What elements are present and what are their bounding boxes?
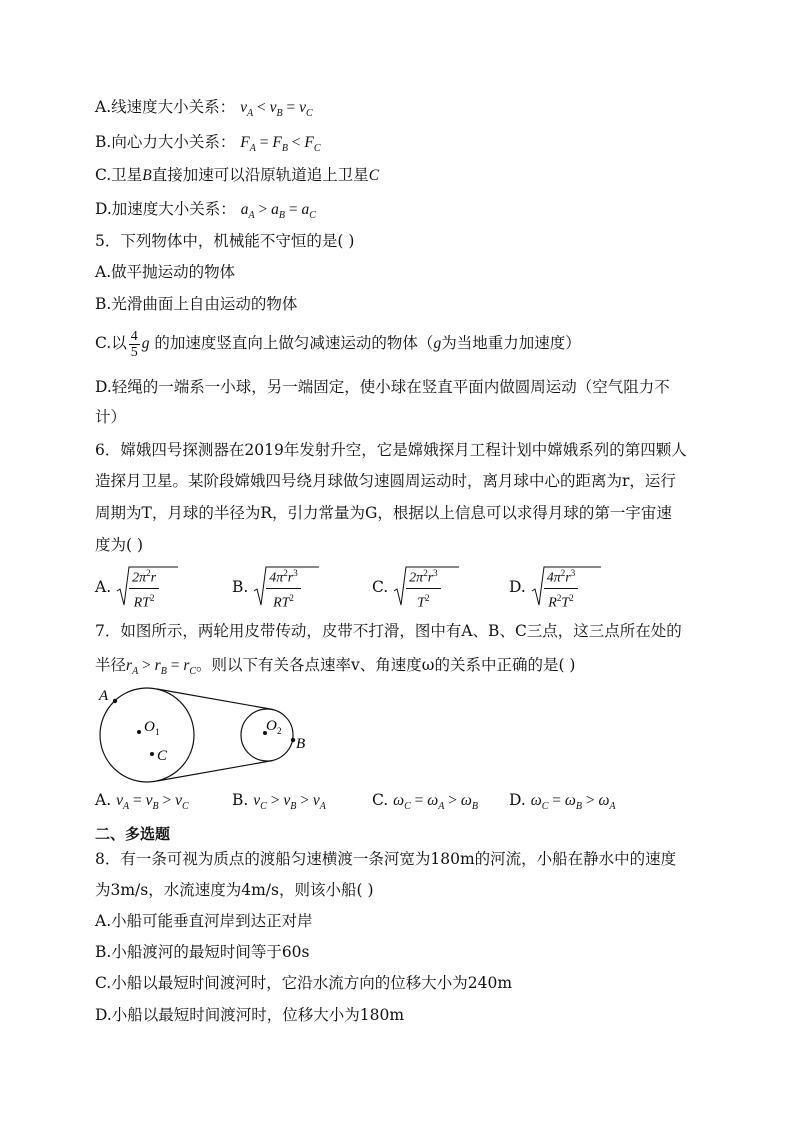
option-label: C.	[372, 578, 389, 597]
point-a-dot	[113, 699, 117, 703]
option-math: $a_A > a_B = a_C$	[240, 201, 316, 222]
q7-stem-line2	[95, 655, 575, 682]
q5-option-d-line1: D.轻绳的一端系一小球，另一端固定，使小球在竖直平面内做圆周运动（空气阻力不	[95, 378, 670, 396]
q6-stem-line2: 造探月卫星。某阶段嫦娥四号绕月球做匀速圆周运动时，离月球中心的距离为r，运行	[95, 472, 676, 490]
q4-option-d	[95, 199, 316, 226]
stem-text: 。则以下有关各点速率v、角速度ω的关系中正确的是( )	[196, 656, 576, 674]
label-o2: O	[266, 718, 277, 734]
belt-top	[157, 689, 273, 710]
label-o2-sub: 2	[277, 726, 282, 736]
option-label: B.	[232, 578, 249, 597]
option-math: $F_A = F_B < F_C$	[240, 134, 321, 155]
q7-pulley-figure	[95, 684, 325, 784]
option-text: C.以	[95, 334, 127, 352]
var-c: C	[368, 167, 380, 184]
label-a: A	[99, 688, 109, 704]
sqrt-expression: $\frac{4\pi^2r^3}{RT^2}$	[253, 565, 300, 611]
small-wheel	[241, 709, 293, 761]
label-b: B	[296, 736, 306, 752]
q4-option-a	[95, 97, 313, 124]
frac-den: 5	[130, 344, 138, 360]
fraction	[129, 329, 140, 360]
frac-num: 4	[130, 328, 138, 344]
stem-text: 半径	[95, 656, 127, 674]
option-text: 为当地重力加速度）	[441, 334, 581, 352]
point-c-dot	[150, 752, 154, 756]
label-o1: O	[144, 719, 155, 735]
q8-option-b: B.小船渡河的最短时间等于60s	[95, 943, 310, 961]
option-label: C.	[372, 791, 389, 809]
option-text: D.加速度大小关系：	[95, 200, 236, 218]
option-label: A.	[95, 791, 112, 809]
q6-option-c	[372, 565, 441, 611]
q6-option-a	[95, 565, 159, 611]
q7-option-c: C. $\omega_C = \omega_A > \omega_B$	[372, 791, 478, 813]
sqrt-expression: $\frac{4\pi^2r^3}{R^2T^2}$	[531, 565, 578, 611]
q8-option-c: C.小船以最短时间渡河时，它沿水流方向的位移大小为240m	[95, 974, 513, 992]
label-o1-sub: 1	[155, 727, 160, 737]
option-label: B.	[232, 791, 249, 809]
q6-option-d	[509, 565, 578, 611]
sqrt-expression: $\frac{2\pi^2r}{RT^2}$	[116, 565, 159, 611]
option-text: C.卫星	[95, 166, 143, 184]
q6-stem-line3: 周期为T，月球的半径为R，引力常量为G，根据以上信息可以求得月球的第一宇宙速	[95, 504, 672, 522]
option-label: D.	[509, 791, 526, 809]
q7-option-a: A. $v_A = v_B > v_C$	[95, 791, 189, 813]
q8-option-d: D.小船以最短时间渡河时，位移大小为180m	[95, 1006, 405, 1024]
q4-option-b	[95, 132, 321, 159]
q4-option-c	[95, 165, 379, 186]
q8-stem-line2: 为3m/s，水流速度为4m/s，则该小船( )	[95, 881, 374, 899]
section-title: 二、多选题	[95, 825, 171, 843]
belt-bottom	[157, 761, 273, 782]
q5-option-d-line2: 计）	[95, 408, 127, 426]
label-c: C	[157, 748, 168, 764]
var-g: g	[141, 335, 150, 352]
stem-math: $r_A > r_B = r_C$	[126, 657, 197, 678]
q5-option-a: A.做平抛运动的物体	[95, 263, 236, 281]
center-o1-dot	[137, 730, 141, 734]
var-g: g	[433, 335, 442, 352]
var-b: B	[142, 167, 152, 184]
option-label: A.	[95, 578, 112, 597]
point-b-dot	[291, 738, 295, 742]
q6-stem-line4: 度为( )	[95, 536, 144, 554]
q6-stem-line1: 6．嫦娥四号探测器在2019年发射升空，它是嫦娥探月工程计划中嫦娥系列的第四颗人	[95, 441, 687, 459]
option-text: 直接加速可以沿原轨道追上卫星	[151, 166, 369, 184]
q7-option-b: B. $v_C > v_B > v_A$	[232, 791, 326, 813]
q5-stem: 5．下列物体中，机械能不守恒的是( )	[95, 232, 355, 250]
option-text: B.向心力大小关系：	[95, 133, 236, 151]
q7-stem-line1: 7．如图所示，两轮用皮带传动，皮带不打滑，图中有A、B、C三点，这三点所在处的	[95, 622, 682, 640]
q5-option-b: B.光滑曲面上自由运动的物体	[95, 295, 298, 313]
q8-option-a: A.小船可能垂直河岸到达正对岸	[95, 912, 313, 930]
option-label: D.	[509, 578, 526, 597]
q5-option-c	[95, 326, 581, 361]
sqrt-expression: $\frac{2\pi^2r^3}{T^2}$	[393, 565, 440, 611]
q8-stem-line1: 8．有一条可视为质点的渡船匀速横渡一条河宽为180m的河流，小船在静水中的速度	[95, 850, 677, 868]
option-text: A.线速度大小关系：	[95, 98, 236, 116]
option-text: 的加速度竖直向上做匀减速运动的物体（	[154, 334, 434, 352]
option-math: $v_A < v_B = v_C$	[240, 99, 313, 120]
q6-option-b	[232, 565, 301, 611]
q7-option-d: D. $\omega_C = \omega_B > \omega_A$	[509, 791, 616, 813]
